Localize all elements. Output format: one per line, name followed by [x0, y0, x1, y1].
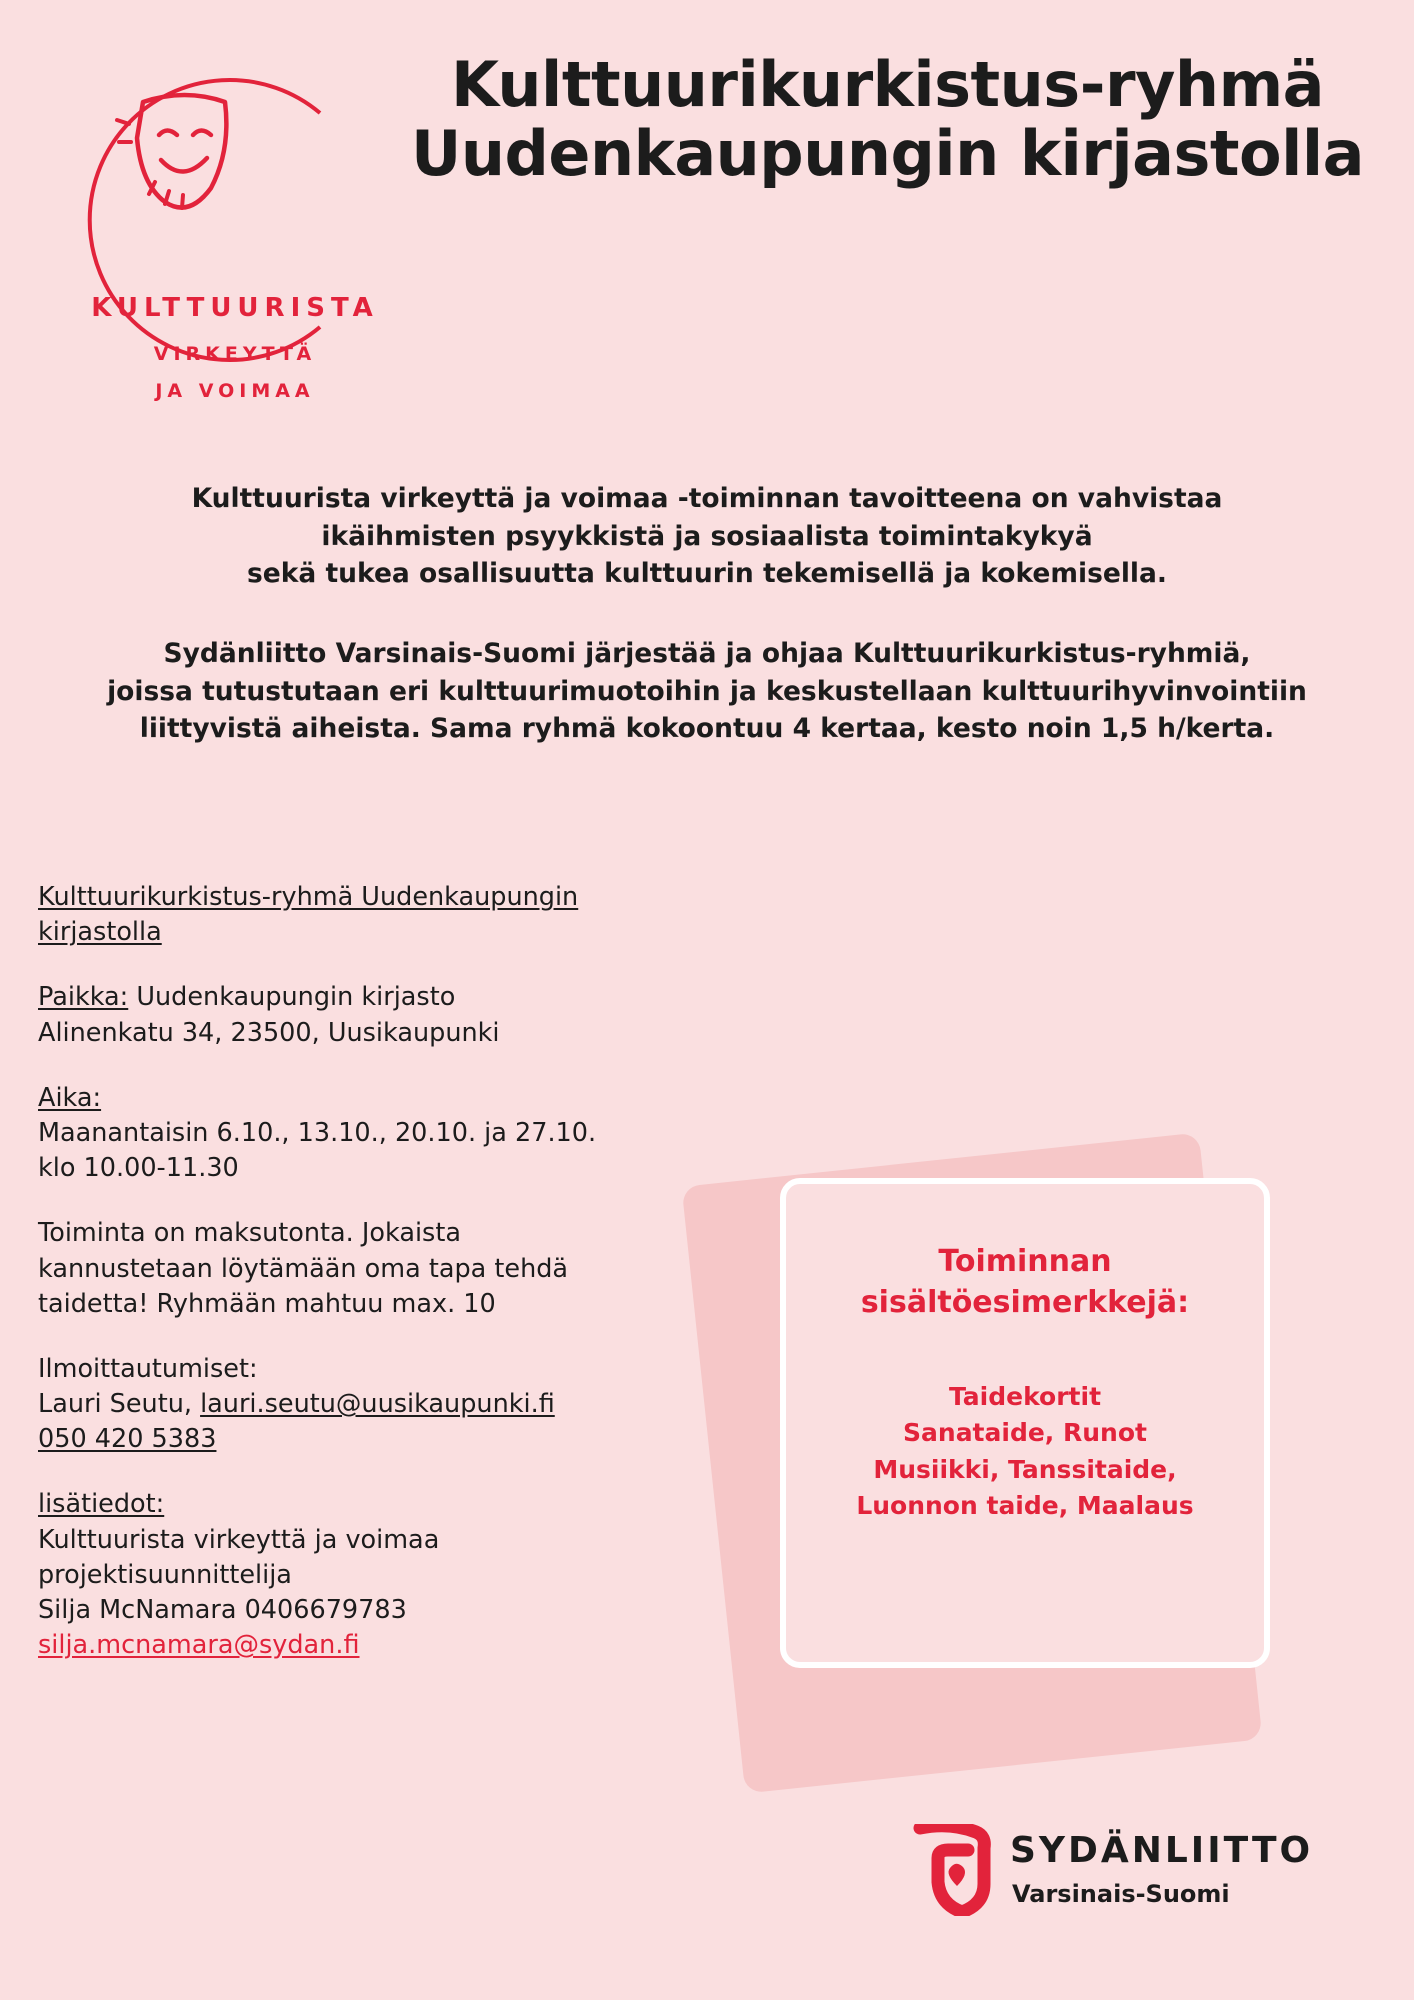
page-title: Kulttuurikurkistus-ryhmä Uudenkaupungin kirjastolla	[411, 48, 1364, 191]
intro-p2-l3: liittyvistä aiheista. Sama ryhmä kokoontuu 4 kertaa, kesto noin 1,5 h/kerta.	[139, 713, 1275, 745]
card-item-1: Taidekortit	[948, 1382, 1102, 1411]
time-block	[38, 1081, 758, 1187]
signup-phone[interactable]: 050 420 5383	[38, 1424, 217, 1455]
heart-logo-icon	[910, 1824, 992, 1916]
footer-org-name: SYDÄNLIITTO	[1010, 1830, 1314, 1871]
free-info-line1: Toiminta on maksutonta. Jokaista	[38, 1218, 461, 1249]
details-heading-line1: Kulttuurikurkistus-ryhmä Uudenkaupungin	[38, 882, 579, 912]
intro-p1-l1: Kulttuurista virkeyttä ja voimaa -toiminnan tavoitteena on vahvistaa	[191, 483, 1223, 514]
details-heading-line2: kirjastolla	[38, 917, 162, 948]
logo-subtitle-2: JA VOIMAA	[155, 380, 315, 402]
brand-logo	[60, 55, 410, 405]
time-label: Aika:	[38, 1082, 102, 1113]
place-address: Alinenkatu 34, 23500, Uusikaupunki	[38, 1017, 500, 1048]
time-hours: klo 10.00-11.30	[38, 1153, 239, 1184]
sydanliitto-logo	[910, 1822, 1314, 1932]
content-examples-card	[780, 1178, 1270, 1668]
free-info-line3: taidetta! Ryhmään mahtuu max. 10	[38, 1288, 496, 1319]
card-title-line1: Toiminnan	[938, 1244, 1112, 1279]
signup-label: Ilmoittautumiset:	[38, 1353, 258, 1384]
signup-name: Lauri Seutu,	[38, 1389, 201, 1420]
card-item-4: Luonnon taide, Maalaus	[856, 1490, 1194, 1520]
more-info-line3: Silja McNamara 0406679783	[38, 1595, 407, 1625]
free-info-line2: kannustetaan löytämään oma tapa tehdä	[38, 1253, 569, 1284]
intro-p2-l1: Sydänliitto Varsinais-Suomi järjestää ja ohjaa Kulttuurikurkistus-ryhmiä,	[163, 637, 1251, 669]
details-column	[38, 880, 758, 1693]
more-info-line2: projektisuunnittelija	[38, 1559, 292, 1590]
intro-text	[40, 480, 1374, 748]
more-info-label: lisätiedot:	[38, 1489, 165, 1520]
signup-email-link[interactable]: lauri.seutu@uusikaupunki.fi	[200, 1389, 555, 1420]
time-dates: Maanantaisin 6.10., 13.10., 20.10. ja 27.10.	[38, 1117, 597, 1148]
place-block	[38, 980, 758, 1050]
place-value: Uudenkaupungin kirjasto	[136, 982, 456, 1013]
more-info-email-link[interactable]: silja.mcnamara@sydan.fi	[38, 1630, 360, 1661]
intro-p2-l2: joissa tutustutaan eri kulttuurimuotoihin ja keskustellaan kulttuurihyvinvointiin	[107, 675, 1307, 707]
more-info-block	[38, 1487, 758, 1663]
card-title	[786, 1242, 1264, 1323]
card-item-2: Sanataide, Runot	[903, 1418, 1147, 1448]
poster-header	[0, 0, 1414, 430]
signup-block	[38, 1352, 758, 1458]
logo-wordmark: KULTTUURISTA	[91, 293, 379, 323]
card-item-3: Musiikki, Tanssitaide,	[873, 1454, 1177, 1484]
footer-org-region: Varsinais-Suomi	[1012, 1880, 1230, 1908]
card-title-line2: sisältöesimerkkejä:	[860, 1284, 1190, 1320]
more-info-line1: Kulttuurista virkeyttä ja voimaa	[38, 1524, 440, 1555]
logo-subtitle-1: VIRKEYTTÄ	[153, 343, 317, 365]
intro-p1-l3: sekä tukea osallisuutta kulttuurin tekemisellä ja kokemisella.	[247, 558, 1167, 590]
details-heading	[38, 880, 758, 950]
theatre-mask-icon	[70, 65, 380, 375]
card-item-list	[786, 1379, 1264, 1524]
intro-p1-l2: ikäihmisten psyykkistä ja sosiaalista toimintakykyä	[321, 520, 1093, 552]
free-info-block	[38, 1216, 758, 1322]
intro-spacer	[40, 593, 1374, 635]
place-label: Paikka:	[38, 982, 129, 1013]
